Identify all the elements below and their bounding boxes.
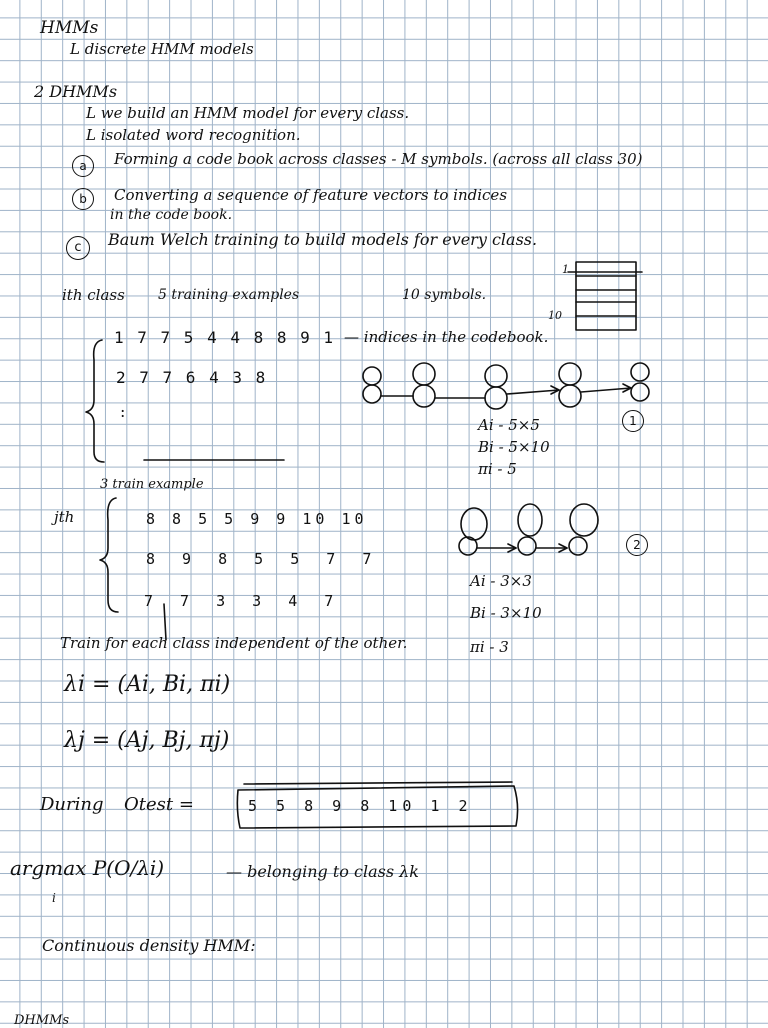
jth-mark: [164, 604, 166, 640]
step-b-marker: b: [72, 188, 94, 210]
test-sequence: 5 5 8 9 8 10 1 2: [248, 797, 473, 815]
note-continuous: Continuous density HMM:: [42, 936, 256, 955]
codebook-size: 10: [548, 309, 562, 322]
note-ten-symbols: 10 symbols.: [402, 287, 487, 303]
note-during: During: [40, 794, 104, 815]
jth-sequence-3: 7 7 3 3 4 7: [144, 592, 343, 610]
jth-sequence-2: 8 9 8 5 5 7 7: [146, 550, 381, 568]
model2-b: Bi - 3×10: [470, 604, 542, 622]
note-title: HMMs: [40, 18, 99, 38]
note-argmax-sub: i: [52, 891, 56, 905]
note-belonging: — belonging to class λk: [226, 862, 419, 881]
ith-brace: [86, 340, 104, 462]
note-jth: jth: [54, 508, 75, 526]
test-box-top: [244, 782, 512, 784]
note-isolated-word: L isolated word recognition.: [86, 126, 301, 144]
note-step-b: Converting a sequence of feature vectors to indices: [114, 186, 508, 204]
step-c-marker: c: [66, 236, 90, 260]
ith-sequence-dots: :: [120, 402, 126, 421]
ith-sequence-1: 1 7 7 5 4 4 8 8 9 1: [114, 328, 336, 347]
model1-pi: πi - 5: [478, 460, 517, 478]
codebook-stack-icon: [568, 262, 642, 330]
hmm-chain-5-states: [363, 363, 649, 409]
note-ith-class: ith class: [62, 286, 125, 304]
lambda-j: λj = (Aj, Bj, πj): [64, 728, 230, 753]
ith-sequence-2: 2 7 7 6 4 3 8: [116, 368, 268, 387]
note-argmax: argmax P(O/λi): [10, 856, 165, 880]
note-step-b-cont: in the code book.: [110, 207, 233, 223]
step-a-marker: a: [72, 155, 94, 177]
ith-sequence-note: — indices in the codebook.: [344, 328, 549, 346]
hmm-chain-3-states: [459, 504, 598, 555]
note-model-every-class: L we build an HMM model for every class.: [86, 104, 410, 122]
test-sequence-box: [237, 786, 517, 828]
note-three-train: 3 train example: [100, 477, 204, 492]
note-dhmms-heading: 2 DHMMs: [34, 82, 118, 101]
lambda-i: λi = (Ai, Bi, πi): [64, 672, 231, 697]
jth-brace: [100, 498, 118, 612]
model1-label: 1: [622, 410, 644, 432]
note-o-test: Otest =: [124, 794, 194, 815]
note-step-c: Baum Welch training to build models for every class.: [108, 230, 538, 249]
note-bottom: DHMMs: [14, 1013, 70, 1028]
model1-b: Bi - 5×10: [478, 438, 550, 456]
codebook-one: 1: [562, 263, 569, 276]
note-step-a: Forming a code book across classes - M symbols. (across all class 30): [114, 150, 643, 168]
note-discrete-models: L discrete HMM models: [70, 40, 254, 58]
model1-a: Ai - 5×5: [478, 416, 540, 434]
note-five-training: 5 training examples: [158, 287, 300, 303]
model2-a: Ai - 3×3: [470, 572, 532, 590]
note-train-each: Train for each class independent of the other.: [60, 634, 408, 652]
model2-pi: πi - 3: [470, 638, 509, 656]
model2-label: 2: [626, 534, 648, 556]
jth-sequence-1: 8 8 5 5 9 9 10 10: [146, 510, 368, 528]
